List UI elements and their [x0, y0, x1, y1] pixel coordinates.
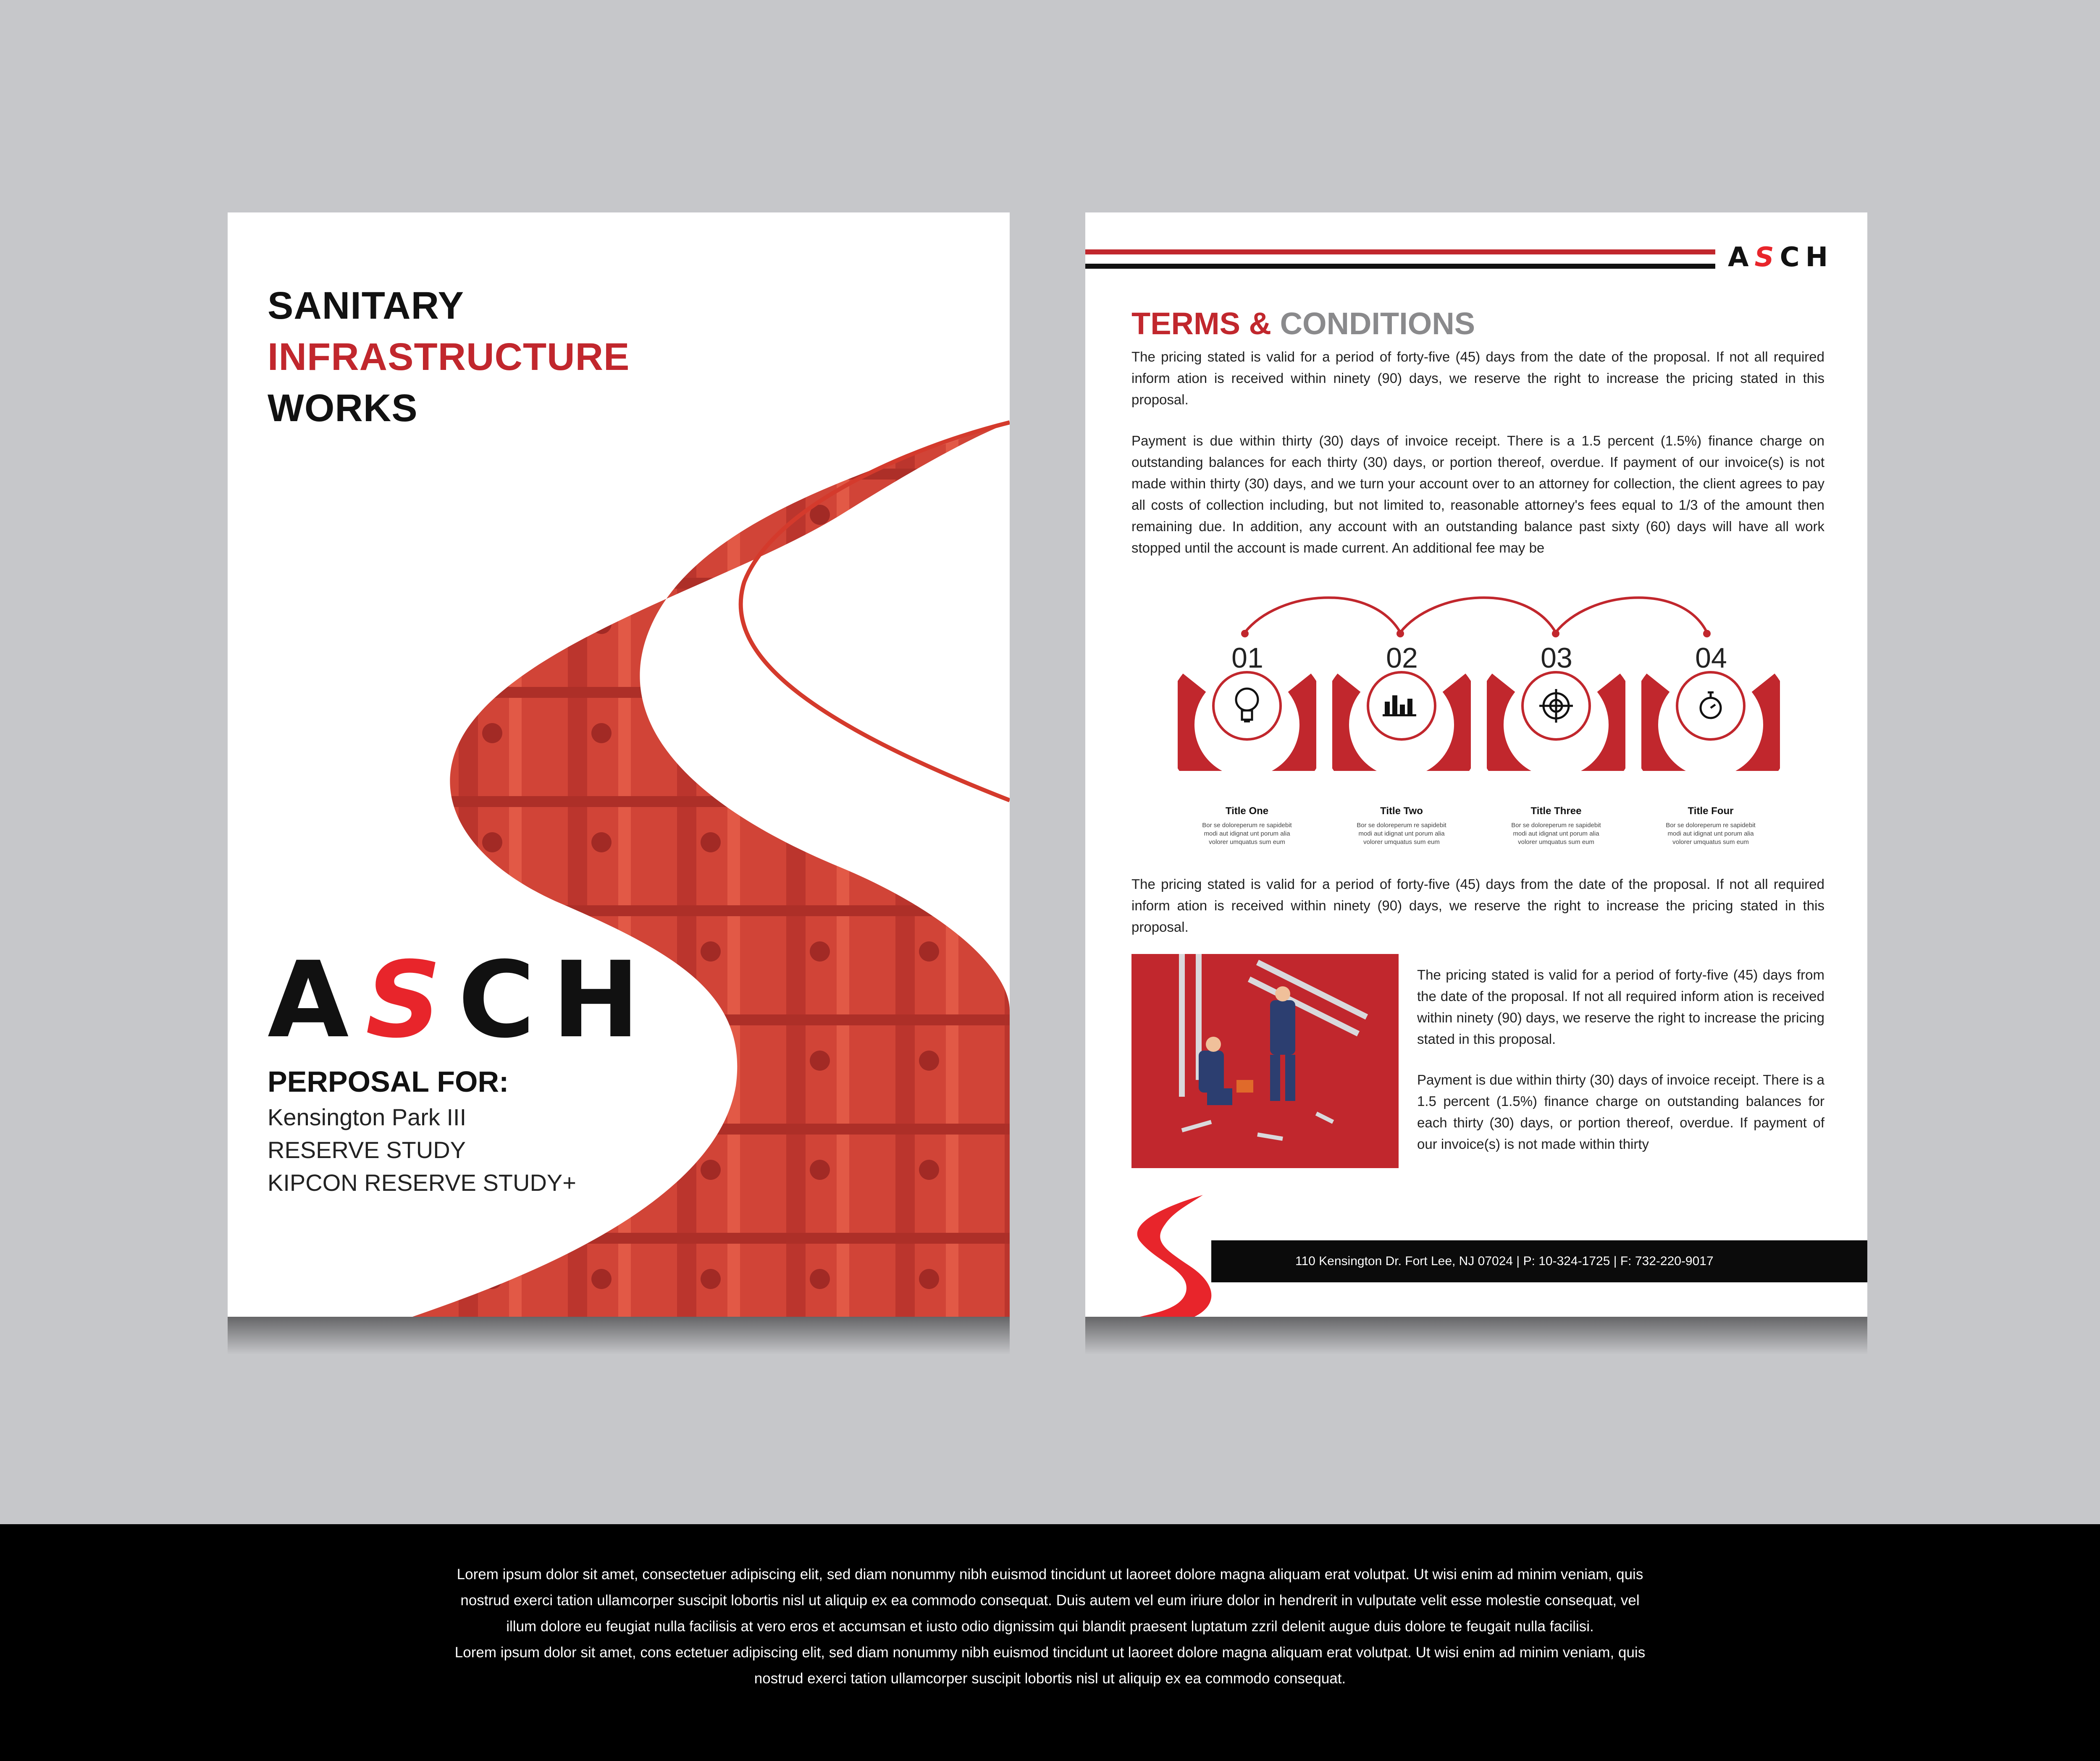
- proposal-line-2: RESERVE STUDY: [268, 1137, 466, 1163]
- step-3-desc-line-2: modi aut idignat unt porum alia: [1513, 830, 1599, 837]
- proposal-heading: PERPOSAL FOR:: [268, 1065, 509, 1098]
- back-page-shadow: [1085, 1317, 1867, 1355]
- step-3-desc-line-3: volorer umquatus sum eum: [1518, 839, 1594, 846]
- footer-contact-bar: [1211, 1240, 1867, 1282]
- logo-letter-s: S: [1754, 242, 1780, 273]
- step-4-number: 04: [1695, 642, 1727, 674]
- front-cover-page: [228, 212, 1010, 1317]
- step-1-desc-line-2: modi aut idignat unt porum alia: [1204, 830, 1290, 837]
- title-line-2: INFRASTRUCTURE: [268, 335, 630, 378]
- terms-paragraph-1: The pricing stated is valid for a period of forty-five (45) days from the date of the proposal. If not all required inform ation is received within ninety (90) days, we reserve the right to increase the pricing stated in this proposal.: [1131, 349, 1824, 407]
- step-3-title: Title Three: [1530, 805, 1582, 817]
- terms-title-part1: TERMS &: [1131, 306, 1271, 341]
- band-line-1: Lorem ipsum dolor sit amet, consectetuer adipiscing elit, sed diam nonummy nibh euismod tincidunt ut laoreet dolore magna aliquam erat volutpat. Ut wisi enim ad minim veniam, quis: [457, 1566, 1643, 1583]
- bottom-description-band: [0, 1524, 2100, 1761]
- step-4-desc-line-3: volorer umquatus sum eum: [1672, 839, 1749, 846]
- logo-letter-a: A: [1728, 242, 1755, 273]
- band-line-3: illum dolore eu feugiat nulla facilisis at vero eros et accumsan et iusto odio dignissim qui blandit praesent luptatum zzril delenit augue duis dolore te feugait nulla facilisi.: [506, 1618, 1594, 1635]
- step-1-desc-line-1: Bor se doloreperum re sapidebit: [1202, 822, 1292, 829]
- proposal-line-1: Kensington Park III: [268, 1104, 467, 1130]
- terms-title-part2: CONDITIONS: [1280, 306, 1475, 341]
- terms-paragraph-4: The pricing stated is valid for a period of forty-five (45) days from the date of the proposal. If not all required inform ation is received within ninety (90) days, we reserve the right to increase the pricing stated in this proposal.: [1417, 967, 1824, 1047]
- logo-letter-s: S: [365, 939, 458, 1061]
- step-3-number: 03: [1541, 642, 1572, 674]
- proposal-line-3: KIPCON RESERVE STUDY+: [268, 1169, 576, 1196]
- band-line-4: Lorem ipsum dolor sit amet, cons ectetuer adipiscing elit, sed diam nonummy nibh euismod tincidunt ut laoreet dolore magna aliquam erat volutpat. Ut wisi enim ad minim veniam, quis: [454, 1644, 1646, 1661]
- step-2-desc-line-2: modi aut idignat unt porum alia: [1358, 830, 1445, 837]
- footer-swoosh-graphic: [1123, 1191, 1224, 1317]
- front-page-shadow: [228, 1317, 1010, 1355]
- step-1-number: 01: [1231, 642, 1263, 674]
- step-2-desc-line-3: volorer umquatus sum eum: [1363, 839, 1440, 846]
- step-3-desc-line-1: Bor se doloreperum re sapidebit: [1511, 822, 1601, 829]
- logo-letter-a: A: [268, 939, 366, 1061]
- terms-paragraph-3: The pricing stated is valid for a period of forty-five (45) days from the date of the proposal. If not all required inform ation is received within ninety (90) days, we reserve the right to increase the pricing stated in this proposal.: [1131, 876, 1824, 935]
- step-4-desc-line-2: modi aut idignat unt porum alia: [1667, 830, 1754, 837]
- asch-logo: [268, 939, 656, 1061]
- step-2-desc-line-1: Bor se doloreperum re sapidebit: [1357, 822, 1446, 829]
- step-1-desc-line-3: volorer umquatus sum eum: [1209, 839, 1285, 846]
- title-line-1: SANITARY: [268, 284, 464, 327]
- step-4-title: Title Four: [1688, 805, 1734, 817]
- logo-letter-c: C: [1780, 242, 1806, 273]
- step-2-title: Title Two: [1380, 805, 1423, 817]
- title-line-3: WORKS: [268, 387, 418, 430]
- footer-contact-text: 110 Kensington Dr. Fort Lee, NJ 07024 | P: 10-324-1725 | F: 732-220-9017: [1295, 1254, 1714, 1268]
- workers-illustration: [1131, 954, 1399, 1168]
- back-page: [1085, 212, 1867, 1317]
- step-4-desc-line-1: Bor se doloreperum re sapidebit: [1666, 822, 1756, 829]
- step-1-title: Title One: [1225, 805, 1269, 817]
- logo-letter-h: H: [552, 939, 657, 1061]
- band-line-2: nostrud exerci tation ullamcorper suscipit lobortis nisl ut aliquip ex ea commodo consequat. Duis autem vel eum iriure dolor in hendrerit in vulputate velit esse molestie consequat, vel: [460, 1592, 1640, 1609]
- step-2-number: 02: [1386, 642, 1418, 674]
- terms-paragraph-2: Payment is due within thirty (30) days of invoice receipt. There is a 1.5 percent (1.5%) finance charge on outstanding balances for each thirty (30) days, or portion thereof, overdue. If payment of our invoice(s) is not made within thirty (30) days, and we turn your account over to an attorney for collection, the client agrees to pay all costs of collection including, but not limited to, reasonable attorney's fees equal to 1/3 of the amount then remaining due. In addition, any account with an outstanding balance past sixty (60) days will have all work stopped until the account is made current. An additional fee may be: [1131, 433, 1824, 556]
- terms-paragraph-5: Payment is due within thirty (30) days of invoice receipt. There is a 1.5 percent (1.5%) finance charge on outstanding balances for each thirty (30) days, or portion thereof, overdue. If payment of our invoice(s) is not made within thirty: [1417, 1072, 1824, 1152]
- band-line-5: nostrud exerci tation ullamcorper suscipit lobortis nisl ut aliquip ex ea commodo consequat.: [754, 1670, 1346, 1687]
- logo-letter-h: H: [1805, 242, 1834, 273]
- logo-letter-c: C: [458, 939, 552, 1061]
